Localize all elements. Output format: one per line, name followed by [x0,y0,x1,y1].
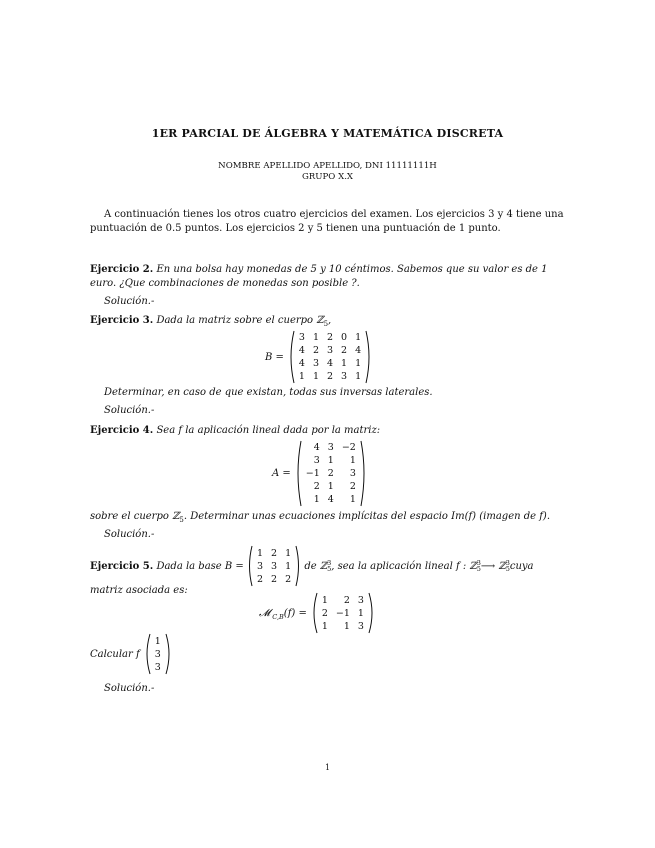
exercise-3: Ejercicio 3. Dada la matriz sobre el cuerpo ℤ$_5$, [90,315,332,328]
matrix-a-cell: 1 [327,481,334,492]
exercise-5-sup-2: 3 [476,559,481,567]
matrix-a-row [302,454,360,467]
matrix-b-cell: 3 [341,371,348,382]
right-paren-icon [368,592,375,634]
exercise-5-sub-2: 5 [476,565,481,573]
matrix-b-cell: 1 [355,371,362,382]
matrix-m-cell: 3 [357,594,364,606]
matrix-b-cell: 0 [341,332,348,343]
basis-cell: 1 [256,547,264,559]
vector-cell: 1 [154,635,161,647]
matrix-m-cell: 1 [321,594,328,606]
matrix-m [259,592,375,634]
matrix-a-cell: −2 [341,442,356,453]
right-paren-icon [295,545,301,587]
matrix-b-row [295,357,365,370]
exercise-4-text: Sea f la aplicación lineal dada por la matriz: [156,425,381,436]
matrix-a-cell: 4 [327,494,334,505]
matrix-m-cell: 1 [357,607,364,619]
exercise-3-label: Ejercicio 3. [90,315,154,326]
basis-row [253,547,295,560]
basis-cell: 3 [256,560,264,572]
matrix-b-row [295,344,365,357]
matrix-b-cell: 1 [312,332,319,343]
basis-cell: 2 [256,573,264,585]
author-line: NOMBRE APELLIDO APELLIDO, DNI 11111111H [218,161,437,171]
matrix-b-cell: 1 [355,358,362,369]
left-paren-icon [288,330,295,384]
matrix-a-cell: 2 [327,468,334,479]
exercise-4-text2 [90,510,566,527]
matrix-m-cell: 2 [321,607,328,619]
matrix-a-label: A = [272,468,291,479]
exercise-5-text-b: de ℤ [304,560,328,572]
exercise-4-solution: Solución.- [104,529,155,540]
basis-cell: 1 [285,560,292,572]
exercise-3-text: Dada la matriz sobre el cuerpo ℤ [156,315,324,326]
matrix-a [272,440,367,507]
matrix-b [265,330,372,384]
author-block [0,161,655,183]
matrix-a-cell: 1 [349,455,356,466]
exercise-2 [90,263,566,291]
page-number: 1 [324,763,331,772]
matrix-b-cell: 4 [298,345,305,356]
calc-label: Calcular f [90,648,140,660]
exercise-4-text2a: sobre el cuerpo ℤ [90,511,180,522]
matrix-b-row [295,370,365,383]
matrix-m-cell: 1 [343,620,350,632]
exercise-3-solution: Solución.- [104,405,155,416]
matrix-a-row [302,441,360,454]
exercise-5-text-e: cuya [509,560,534,572]
matrix-b-cell: 1 [341,358,348,369]
matrix-b-cell: 3 [327,345,334,356]
exercise-5-sup: 3 [327,559,332,567]
matrix-a-row [302,493,360,506]
matrix-a-cell: 3 [313,455,320,466]
exercise-5-sub: 5 [327,565,332,573]
page-title: 1ER PARCIAL DE ÁLGEBRA Y MATEMÁTICA DISCRETA [151,127,504,140]
matrix-m-cell: −1 [335,607,350,619]
basis-cell: 3 [271,560,278,572]
exercise-3-field-sub: 5 [323,320,329,328]
exercise-5-line2: matriz asociada es: [90,585,188,596]
right-paren-icon [360,440,367,507]
exercise-5-text-d: ⟶ ℤ [480,560,506,572]
intro-paragraph: A continuación tienes los otros cuatro ejercicios del examen. Los ejercicios 3 y 4 tiene una puntuación de 0.5 puntos. Los ejercicios 2 y 5 tienen una puntuación de 1 punto. [90,209,564,234]
matrix-b-cell: 4 [327,358,334,369]
basis-cell: 1 [285,547,292,559]
matrix-m-row [318,594,368,607]
vector-cell: 3 [154,661,161,673]
exercise-4-text2-sub: 5 [179,516,184,524]
exercise-5-sub-3: 5 [505,565,510,573]
matrix-b-body [295,331,365,383]
matrix-b-cell: 3 [298,332,305,343]
matrix-a-body [302,441,360,506]
matrix-a-row [302,480,360,493]
matrix-a-cell: 3 [349,468,356,479]
right-paren-icon [165,633,172,675]
exercise-3-text2: Determinar, en caso de que existan, todas sus inversas laterales. [104,387,433,398]
calc-vector [90,633,172,675]
matrix-b-label: B = [265,351,284,363]
matrix-a-cell: 1 [313,494,320,505]
basis-cell: 2 [271,573,278,585]
matrix-a-cell: −1 [305,468,320,479]
exercise-5-text-c: , sea la aplicación lineal f : ℤ [331,560,477,572]
matrix-m-label-sub: C,B [272,613,284,621]
matrix-b-cell: 2 [327,371,334,382]
matrix-a-cell: 1 [349,494,356,505]
matrix-b-cell: 4 [298,358,305,369]
matrix-a-row [302,467,360,480]
exercise-4 [90,424,566,438]
matrix-b-row [295,331,365,344]
left-paren-icon [144,633,151,675]
exercise-5-label: Ejercicio 5. [90,560,154,572]
matrix-a-cell: 3 [327,442,334,453]
exercise-4-text2b: . Determinar unas ecuaciones implícitas del espacio Im(f) (imagen de f). [183,511,551,522]
exercise-5 [90,545,566,587]
matrix-m-label-tail: (f) = [283,607,307,619]
basis-matrix [253,547,295,586]
left-paren-icon [311,592,318,634]
exercise-5-sup-3: 3 [505,559,510,567]
basis-cell: 2 [285,573,292,585]
basis-row [253,560,295,573]
right-paren-icon [365,330,372,384]
matrix-b-cell: 2 [327,332,334,343]
group-line: GRUPO X.X [301,172,354,182]
left-paren-icon [295,440,302,507]
matrix-m-cell: 3 [357,620,364,632]
matrix-a-cell: 4 [313,442,320,453]
exercise-2-label: Ejercicio 2. [90,264,154,275]
matrix-b-cell: 2 [341,345,348,356]
vector-cell: 3 [154,648,161,660]
matrix-b-cell: 4 [355,345,362,356]
matrix-m-cell: 2 [343,594,350,606]
matrix-b-cell: 2 [312,345,319,356]
exercise-5-text-a: Dada la base B = [156,560,244,572]
vector-row [151,661,165,674]
vector-row [151,635,165,648]
vector-row [151,648,165,661]
vector-body [151,635,165,674]
matrix-a-cell: 2 [313,481,320,492]
matrix-a-cell: 2 [349,481,356,492]
basis-cell: 2 [271,547,278,559]
matrix-m-label: 𝓜 [259,607,271,619]
matrix-m-body [318,594,368,633]
exercise-4-label: Ejercicio 4. [90,425,154,436]
exercise-2-text: En una bolsa hay monedas de 5 y 10 céntimos. Sabemos que su valor es de 1 euro. ¿Que combinaciones de monedas son posible ?. [90,264,548,289]
matrix-m-row [318,607,368,620]
exercise-5-solution: Solución.- [104,683,155,694]
exercise-2-solution: Solución.- [104,296,155,307]
matrix-b-cell: 1 [312,371,319,382]
matrix-b-cell: 1 [355,332,362,343]
matrix-b-cell: 3 [312,358,319,369]
matrix-b-cell: 1 [298,371,305,382]
matrix-m-row [318,620,368,633]
matrix-m-cell: 1 [321,620,328,632]
matrix-a-cell: 1 [327,455,334,466]
